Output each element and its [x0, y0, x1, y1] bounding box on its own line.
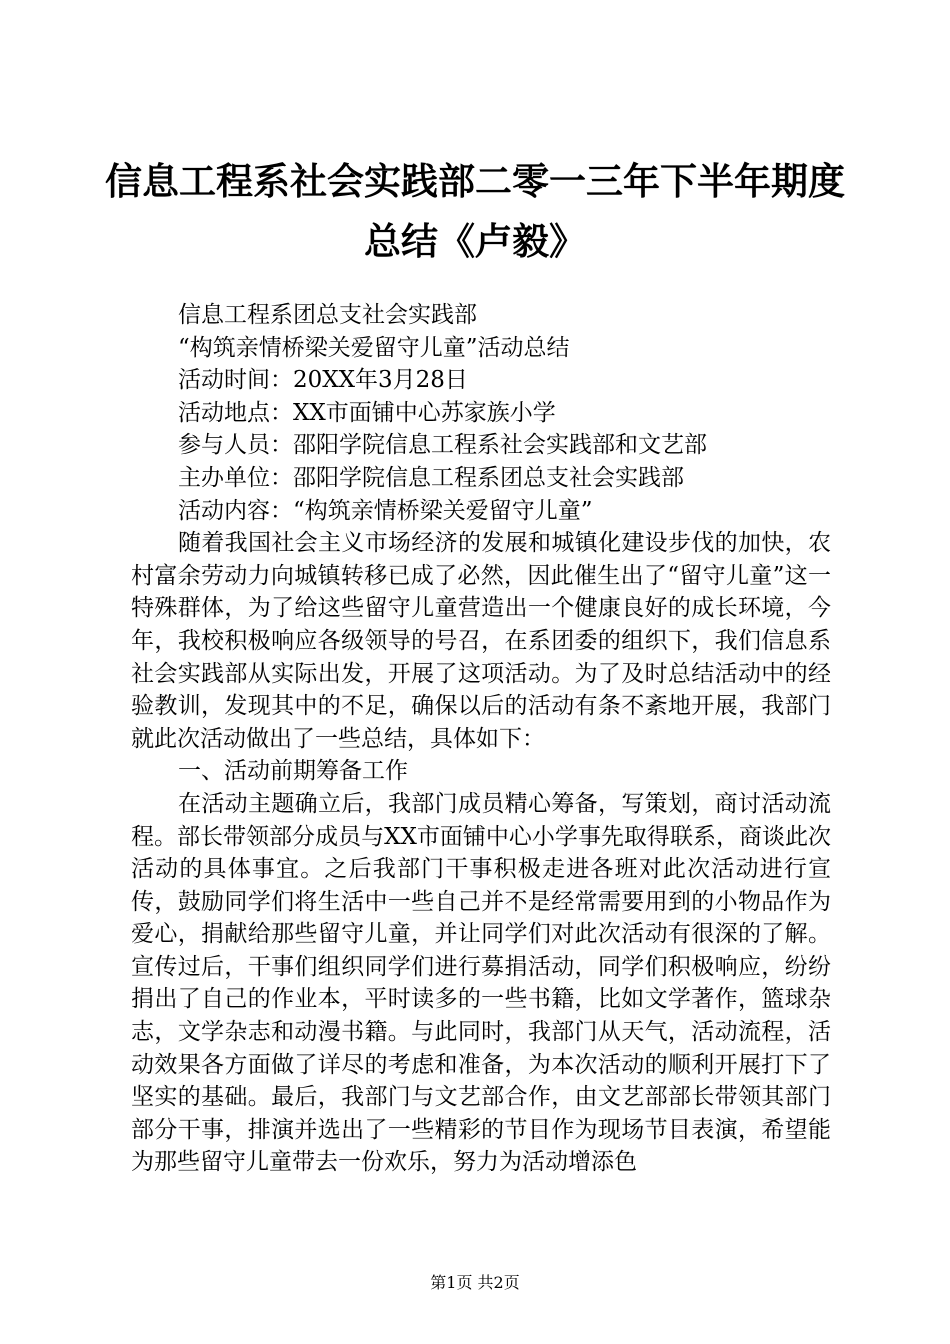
intro-paragraph: 随着我国社会主义市场经济的发展和城镇化建设步伐的加快，农村富余劳动力向城镇转移已成了必然，因此催生出了“留守儿童”这一特殊群体，为了给这些留守儿童营造出一个健康良好的成长环境，今年，我校积极响应各级领导的号召，在系团委的组织下，我们信息系社会实践部从实际出发，开展了这项活动。为了及时总结活动中的经验教训，发现其中的不足，确保以后的活动有条不紊地开展，我部门就此次活动做出了一些总结，具体如下：	[131, 530, 831, 752]
meta-organizer-line: 信息工程系团总支社会实践部	[178, 302, 477, 328]
document-body	[131, 299, 831, 1179]
section-heading-preparation: 一、活动前期筹备工作	[178, 758, 408, 785]
meta-content-line: 活动内容：“构筑亲情桥梁关爱留守儿童”	[178, 497, 593, 524]
page-number-footer: 第1页 共2页	[430, 1273, 520, 1292]
meta-time-line: 活动时间：20XX年3月28日	[178, 367, 468, 394]
meta-host-line: 主办单位：邵阳学院信息工程系团总支社会实践部	[178, 464, 684, 491]
document-title-line-2: 总结《卢毅》	[364, 220, 586, 263]
meta-summary-title-line: “构筑亲情桥梁关爱留守儿童”活动总结	[178, 334, 570, 361]
section-paragraph-preparation: 在活动主题确立后，我部门成员精心筹备，写策划，商讨活动流程。部长带领部分成员与XX市面铺中心小学事先取得联系，商谈此次活动的具体事宜。之后我部门干事积极走进各班对此次活动进行宣传，鼓励同学们将生活中一些自己并不是经常需要用到的小物品作为爱心，捐献给那些留守儿童，并让同学们对此次活动有很深的了解。宣传过后，干事们组织同学们进行募捐活动，同学们积极响应，纷纷捐出了自己的作业本，平时读多的一些书籍，比如文学著作，篮球杂志，文学杂志和动漫书籍。与此同时，我部门从天气，活动流程，活动效果各方面做了详尽的考虑和准备，为本次活动的顺利开展打下了坚实的基础。最后，我部门与文艺部合作，由文艺部部长带领其部门部分干事，排演并选出了一些精彩的节目作为现场节目表演，希望能为那些留守儿童带去一份欢乐，努力为活动增添色	[131, 790, 831, 1176]
meta-location-line: 活动地点：XX市面铺中心苏家族小学	[178, 399, 556, 426]
document-title-line-1: 信息工程系社会实践部二零一三年下半年期度	[105, 160, 845, 203]
meta-participants-line: 参与人员：邵阳学院信息工程系社会实践部和文艺部	[178, 432, 707, 459]
